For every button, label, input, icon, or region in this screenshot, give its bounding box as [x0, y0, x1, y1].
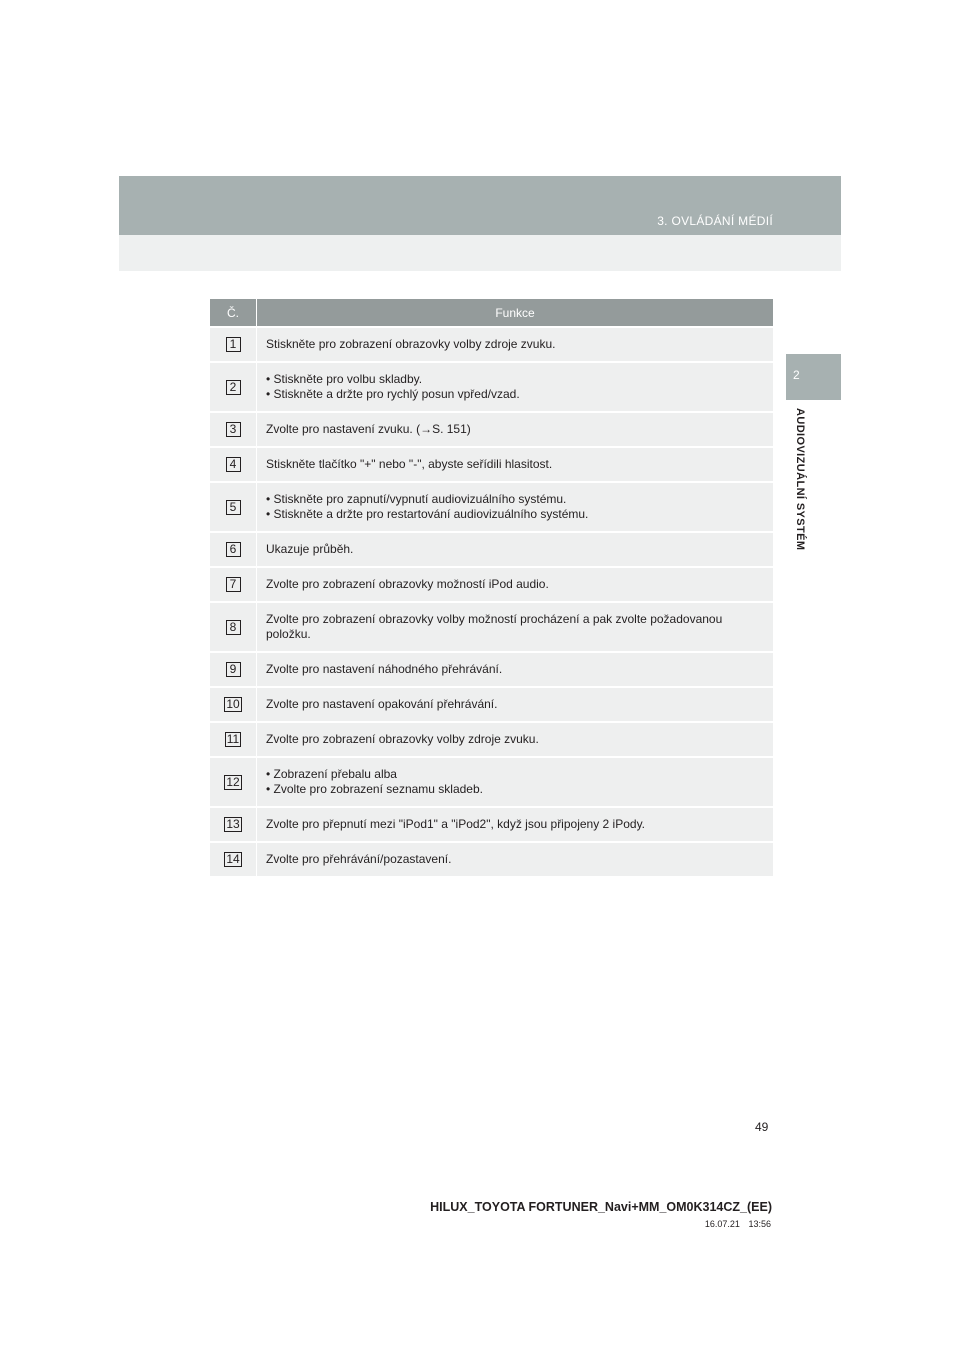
item-number-badge: 7 — [226, 577, 241, 592]
row-number-cell — [210, 448, 257, 481]
row-number-cell — [210, 363, 257, 411]
column-header-number: Č. — [210, 299, 257, 326]
row-number-cell — [210, 688, 257, 721]
row-number-cell — [210, 533, 257, 566]
table-row — [210, 651, 773, 686]
chapter-tab — [786, 354, 841, 400]
function-text: Zvolte pro zobrazení obrazovky volby zdroje zvuku. — [266, 732, 539, 746]
row-number-cell — [210, 603, 257, 651]
row-number-cell — [210, 483, 257, 531]
row-number-cell — [210, 723, 257, 756]
item-number-badge: 3 — [226, 422, 241, 437]
table-row — [210, 686, 773, 721]
function-text: Stiskněte pro zobrazení obrazovky volby zdroje zvuku. — [266, 337, 556, 351]
table-row — [210, 361, 773, 411]
section-title: 3. OVLÁDÁNÍ MÉDIÍ — [657, 214, 773, 228]
bullet-text: • Stiskněte pro zapnutí/vypnutí audiovizuálního systému. — [266, 492, 763, 507]
table-row — [210, 411, 773, 446]
row-function-cell — [257, 723, 773, 756]
row-function-cell — [257, 363, 773, 411]
function-text: Zvolte pro nastavení náhodného přehrávání. — [266, 662, 503, 676]
page-number: 49 — [755, 1120, 769, 1134]
bullet-text: • Stiskněte pro volbu skladby. — [266, 372, 763, 387]
function-text: Zvolte pro zobrazení obrazovky možností iPod audio. — [266, 577, 549, 591]
row-function-cell — [257, 533, 773, 566]
function-text: Stiskněte tlačítko "+" nebo "-", abyste seřídili hlasitost. — [266, 457, 553, 471]
table-row — [210, 806, 773, 841]
row-function-cell — [257, 603, 773, 651]
print-timestamp — [705, 1219, 771, 1229]
function-text: Zvolte pro přepnutí mezi "iPod1" a "iPod2", když jsou připojeny 2 iPody. — [266, 817, 646, 831]
chapter-number: 2 — [793, 368, 800, 382]
table-row — [210, 481, 773, 531]
bullet-text: • Zobrazení přebalu alba — [266, 767, 763, 782]
table-row — [210, 446, 773, 481]
table-row — [210, 841, 773, 876]
function-text: Zvolte pro přehrávání/pozastavení. — [266, 852, 452, 866]
table-row — [210, 721, 773, 756]
item-number-badge: 14 — [226, 852, 240, 866]
function-text: Zvolte pro nastavení zvuku. (→S. 151) — [266, 422, 471, 436]
bullet-text: • Stiskněte a držte pro restartování audiovizuálního systému. — [266, 507, 763, 522]
table-row — [210, 531, 773, 566]
row-function-cell — [257, 328, 773, 361]
header-subbar — [119, 235, 841, 271]
item-number-badge: 11 — [226, 732, 240, 746]
row-function-cell — [257, 688, 773, 721]
row-function-cell — [257, 808, 773, 841]
row-number-cell — [210, 568, 257, 601]
bullet-text: • Stiskněte a držte pro rychlý posun vpřed/vzad. — [266, 387, 763, 402]
table-row — [210, 601, 773, 651]
print-date: 16.07.21 — [704, 1219, 740, 1229]
item-number-badge: 8 — [226, 620, 241, 635]
bullet-text: • Zvolte pro zobrazení seznamu skladeb. — [266, 782, 763, 797]
row-function-cell — [257, 483, 773, 531]
row-function-cell — [257, 653, 773, 686]
row-function-cell — [257, 568, 773, 601]
table-row — [210, 566, 773, 601]
item-number-badge: 6 — [226, 542, 241, 557]
item-number-badge: 12 — [226, 774, 240, 789]
chapter-label: AUDIOVIZUÁLNÍ SYSTÉM — [794, 408, 806, 551]
function-text: Ukazuje průběh. — [266, 542, 354, 556]
item-number-badge: 1 — [226, 337, 241, 352]
row-function-cell — [257, 413, 773, 446]
row-number-cell — [210, 808, 257, 841]
function-text: Zvolte pro zobrazení obrazovky volby možností procházení a pak zvolte požadovanou položku. — [266, 612, 723, 641]
item-number-badge: 10 — [226, 697, 240, 711]
column-header-function: Funkce — [495, 305, 535, 320]
row-function-cell — [257, 448, 773, 481]
row-number-cell — [210, 843, 257, 876]
print-time: 13:56 — [748, 1219, 771, 1229]
row-function-cell — [257, 843, 773, 876]
row-function-cell — [257, 758, 773, 806]
item-number-badge: 5 — [226, 500, 241, 515]
row-number-cell — [210, 328, 257, 361]
table-row — [210, 756, 773, 806]
document-code: HILUX_TOYOTA FORTUNER_Navi+MM_OM0K314CZ_(EE) — [430, 1200, 772, 1214]
row-number-cell — [210, 413, 257, 446]
table-body — [210, 326, 773, 876]
function-text: Zvolte pro nastavení opakování přehrávání. — [266, 697, 498, 711]
row-number-cell — [210, 758, 257, 806]
item-number-badge: 13 — [226, 817, 240, 831]
item-number-badge: 4 — [226, 457, 241, 472]
header-bar — [119, 176, 841, 235]
table-row — [210, 326, 773, 361]
function-table — [210, 299, 773, 876]
item-number-badge: 9 — [226, 662, 241, 677]
table-header — [210, 299, 773, 326]
row-number-cell — [210, 653, 257, 686]
item-number-badge: 2 — [226, 380, 241, 395]
